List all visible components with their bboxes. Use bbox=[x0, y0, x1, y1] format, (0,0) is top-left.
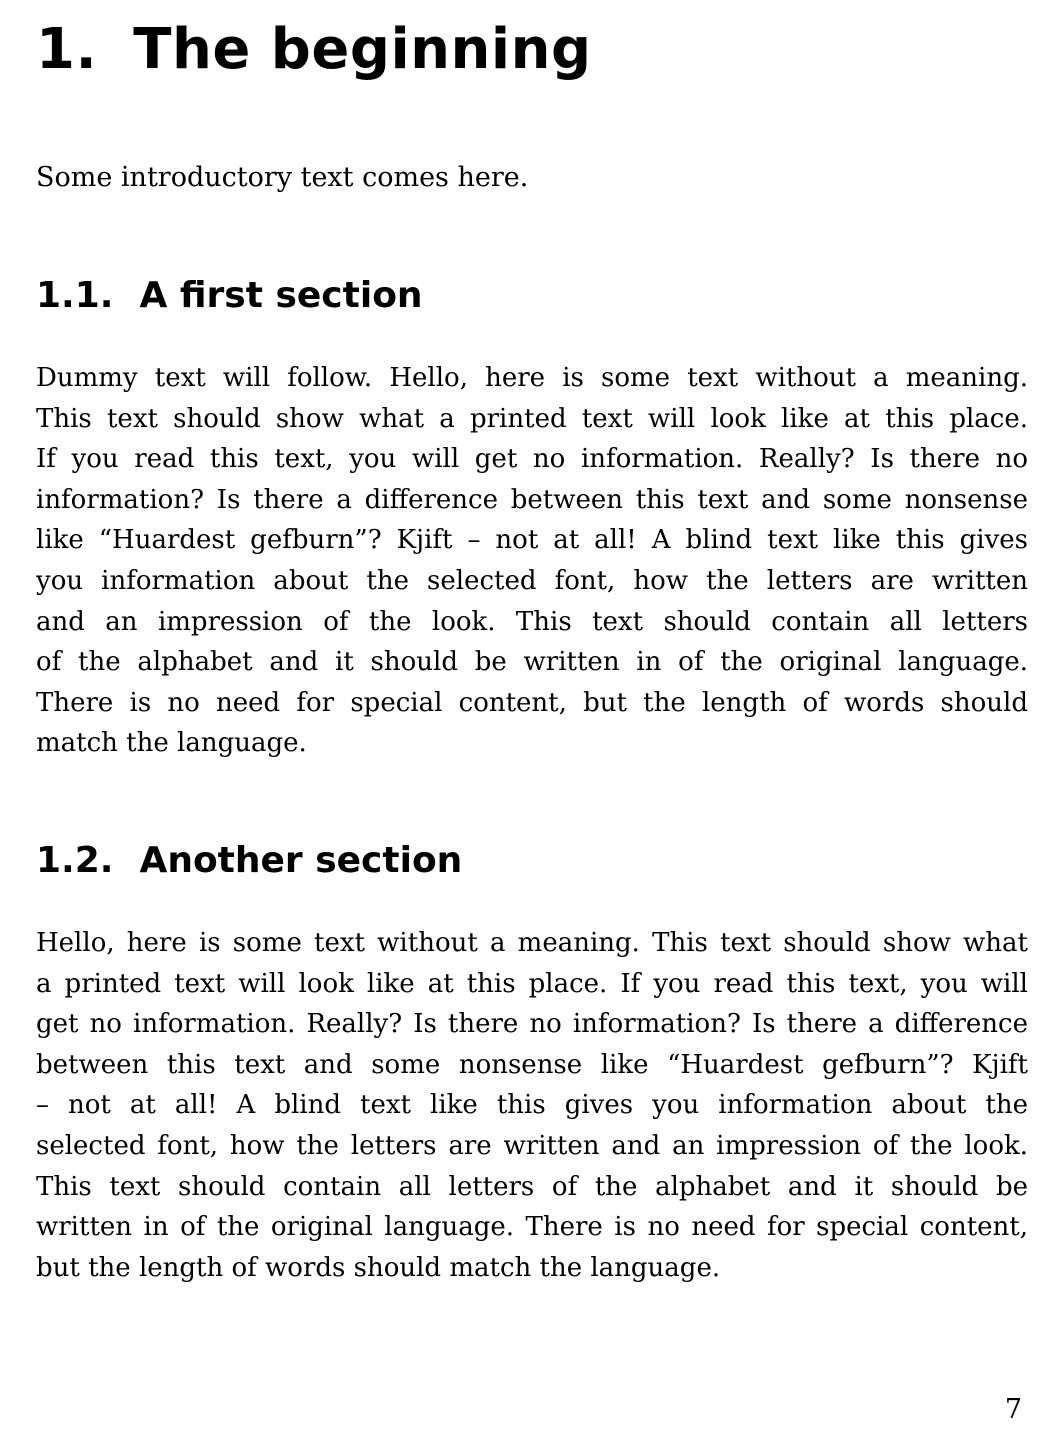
paragraph-line: This text should contain all letters of the alphabet and it should be bbox=[36, 1171, 1028, 1202]
paragraph-line: like “Huardest gefburn”? Kjift – not at all! A blind text like this gives bbox=[36, 525, 1028, 556]
paragraph-line: of the alphabet and it should be written in of the original language. bbox=[36, 647, 1028, 678]
paragraph-line: There is no need for special content, but the length of words should bbox=[36, 687, 1028, 718]
section-title bbox=[36, 838, 462, 884]
section-number: 1.1. bbox=[36, 275, 114, 316]
paragraph-line: match the language. bbox=[36, 728, 307, 759]
paragraph-line: between this text and some nonsense like “Huardest gefburn”? Kjift bbox=[36, 1049, 1028, 1080]
paragraph-line: This text should show what a printed text will look like at this place. bbox=[36, 403, 1028, 434]
paragraph-line: get no information. Really? Is there no information? Is there a difference bbox=[36, 1009, 1028, 1040]
page-number: 7 bbox=[1004, 1394, 1022, 1425]
paragraph-line: Dummy text will follow. Hello, here is some text without a meaning. bbox=[36, 363, 1028, 393]
section-title-text: Another section bbox=[139, 840, 463, 881]
paragraph-line: written in of the original language. There is no need for special content, bbox=[36, 1212, 1028, 1243]
paragraph-line: selected font, how the letters are written and an impression of the look. bbox=[36, 1130, 1028, 1161]
section-paragraph bbox=[36, 923, 1028, 1288]
chapter-number: 1. bbox=[36, 17, 98, 82]
paragraph-line: Hello, here is some text without a meaning. This text should show what bbox=[36, 928, 1028, 958]
paragraph-line: but the length of words should match the language. bbox=[36, 1252, 721, 1283]
chapter-title-text: The beginning bbox=[133, 17, 592, 82]
section-title bbox=[36, 273, 423, 319]
paragraph-line: a printed text will look like at this place. If you read this text, you will bbox=[36, 968, 1028, 999]
chapter-title bbox=[36, 14, 592, 86]
paragraph-line: and an impression of the look. This text should contain all letters bbox=[36, 606, 1028, 637]
section-number: 1.2. bbox=[36, 840, 114, 881]
paragraph-line: information? Is there a difference between this text and some nonsense bbox=[36, 484, 1028, 515]
section-title-text: A first section bbox=[139, 275, 423, 316]
paragraph-line: – not at all! A blind text like this gives you information about the bbox=[36, 1090, 1028, 1121]
paragraph-line: you information about the selected font, how the letters are written bbox=[36, 565, 1028, 596]
section-paragraph bbox=[36, 358, 1028, 764]
paragraph-line: If you read this text, you will get no information. Really? Is there no bbox=[36, 444, 1028, 475]
chapter-intro: Some introductory text comes here. bbox=[36, 162, 529, 193]
